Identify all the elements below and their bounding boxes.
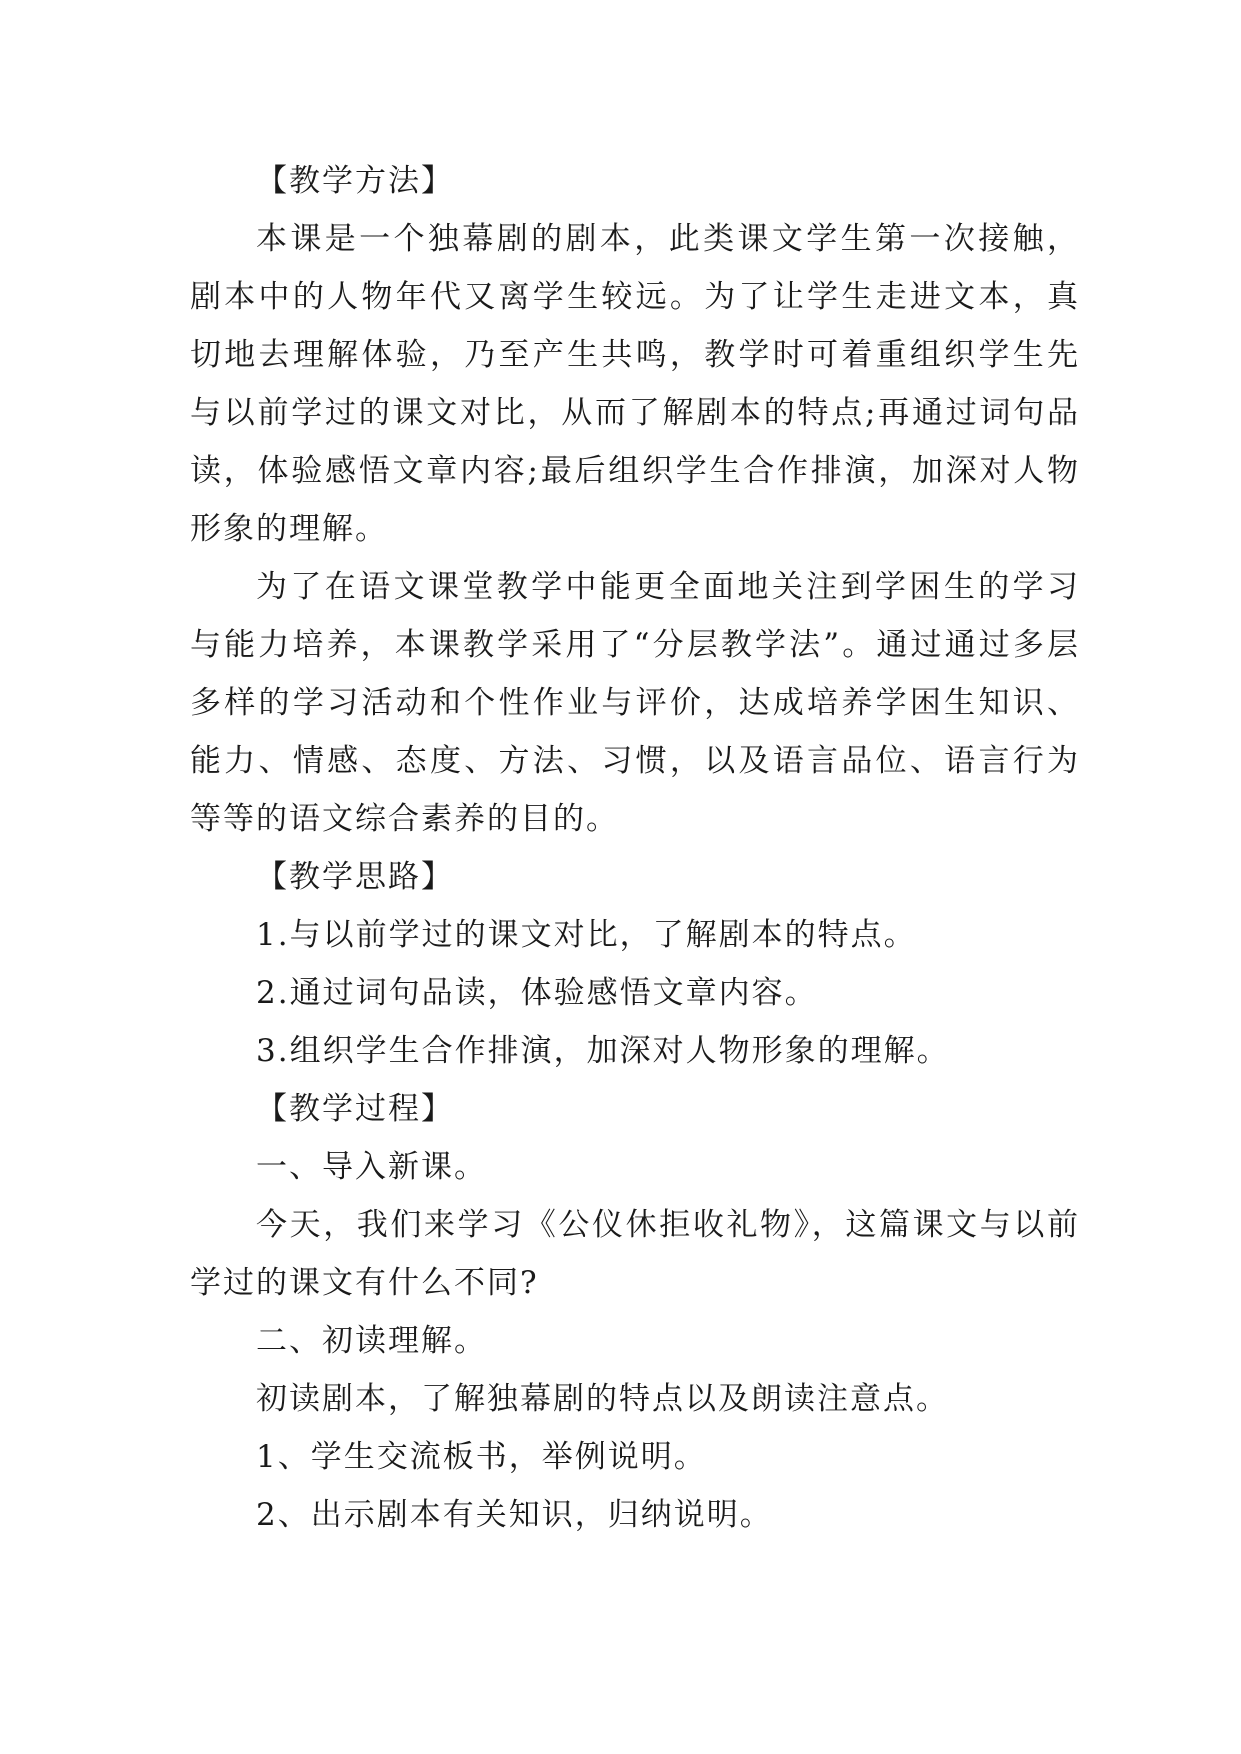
process-step-intro: 一、导入新课。 bbox=[256, 1149, 487, 1185]
list-item-approach-2: 2.通过词句品读，体验感悟文章内容。 bbox=[256, 975, 818, 1011]
document-body bbox=[190, 152, 1080, 1544]
paragraph-layered-teaching: 为了在语文课堂教学中能更全面地关注到学困生的学习与能力培养，本课教学采用了“分层教学法”。通过通过多层多样的学习活动和个性作业与评价，达成培养学困生知识、能力、情感、态度、方法、习惯，以及语言品位、语言行为等等的语文综合素养的目的。 bbox=[190, 569, 1080, 837]
paragraph-intro-question: 今天，我们来学习《公仪休拒收礼物》，这篇课文与以前学过的课文有什么不同? bbox=[190, 1207, 1080, 1301]
list-item-reading-2: 2、出示剧本有关知识，归纳说明。 bbox=[256, 1497, 773, 1533]
section-heading-teaching-method: 【教学方法】 bbox=[256, 163, 454, 199]
section-heading-teaching-process: 【教学过程】 bbox=[256, 1091, 454, 1127]
process-step-first-reading: 二、初读理解。 bbox=[256, 1323, 487, 1359]
paragraph-first-reading: 初读剧本，了解独幕剧的特点以及朗读注意点。 bbox=[256, 1381, 949, 1417]
list-item-approach-3: 3.组织学生合作排演，加深对人物形象的理解。 bbox=[256, 1033, 950, 1069]
section-heading-teaching-approach: 【教学思路】 bbox=[256, 859, 454, 895]
paragraph-teaching-method: 本课是一个独幕剧的剧本，此类课文学生第一次接触，剧本中的人物年代又离学生较远。为了让学生走进文本，真切地去理解体验，乃至产生共鸣，教学时可着重组织学生先与以前学过的课文对比，从而了解剧本的特点;再通过词句品读，体验感悟文章内容;最后组织学生合作排演，加深对人物形象的理解。 bbox=[190, 221, 1080, 547]
list-item-approach-1: 1.与以前学过的课文对比，了解剧本的特点。 bbox=[256, 917, 917, 953]
list-item-reading-1: 1、学生交流板书，举例说明。 bbox=[256, 1439, 707, 1475]
